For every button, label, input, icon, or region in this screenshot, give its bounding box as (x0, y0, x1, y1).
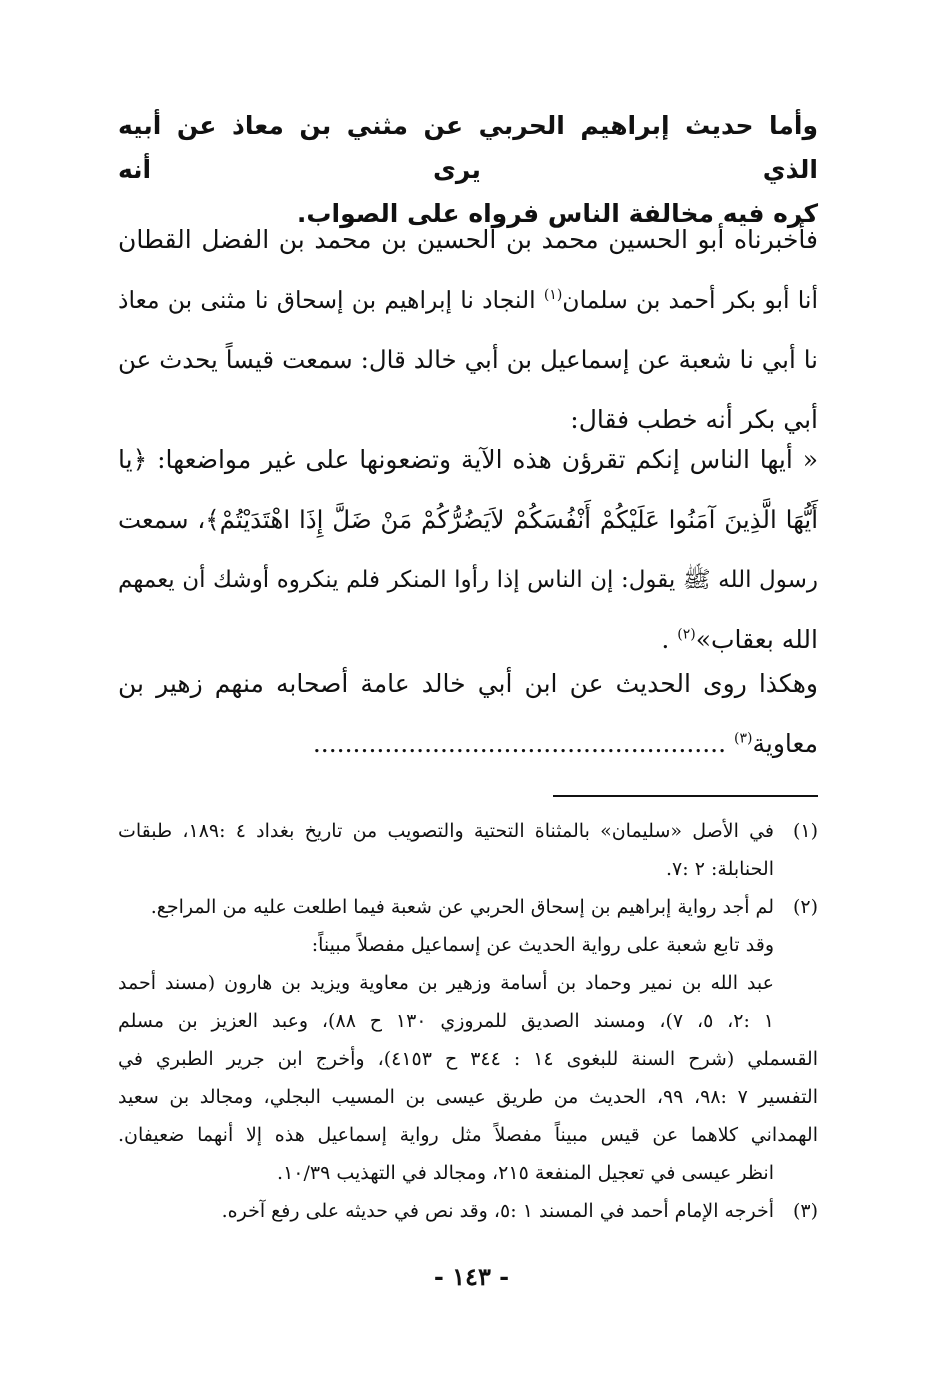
page-number: - ١٤٣ - (433, 1262, 510, 1291)
footnote-number: (١) (792, 820, 818, 842)
text-segment: . (661, 625, 678, 654)
footnote-line: في الأصل «سليمان» بالمثناة التحتية والتصويب من تاريخ بغداد ٤ :١٨٩، طبقات (118, 820, 774, 842)
footnote-2 (118, 888, 818, 1192)
ellipsis-dots: .................................................... (312, 729, 735, 758)
text-segment: النجاد نا إبراهيم بن إسحاق نا مثنى بن معاذ (118, 286, 544, 314)
footnote-line: لم أجد رواية إبراهيم بن إسحاق الحربي عن شعبة فيما اطلعت عليه من المراجع. (150, 896, 774, 918)
footnote-line: الحنابلة: ٢ :٧. (666, 858, 774, 880)
text-line: فأخبرناه أبو الحسين محمد بن الحسين بن محمد بن الفضل القطان (118, 225, 818, 254)
text-line (118, 714, 818, 774)
heading-line: كره فيه مخالفة الناس فرواه على الصواب. (296, 199, 818, 228)
footnote-line: أخرجه الإمام أحمد في المسند ١ :٥، وقد نص في حديثه على رفع آخره. (221, 1200, 774, 1222)
footnote-line: وقد تابع شعبة على رواية الحديث عن إسماعيل مفصلاً مبيناً: (311, 934, 774, 956)
text-segment: أنا أبو بكر أحمد بن سلمان (562, 286, 818, 314)
paragraph-isnad (118, 210, 818, 450)
footnote-number: (٣) (792, 1200, 818, 1222)
text-segment: الله بعقاب» (695, 625, 818, 654)
footnote-line: انظر عيسى في تعجيل المنفعة ٢١٥، ومجالد في التهذيب ١٠/٣٩. (277, 1162, 774, 1184)
text-segment: معاوية (752, 729, 818, 758)
text-line: نا أبي نا شعبة عن إسماعيل بن أبي خالد قال: سمعت قيساً يحدث عن (118, 345, 818, 374)
footnote-body (118, 812, 774, 888)
paragraph-hadith (118, 430, 818, 670)
footnote-ref: (١) (543, 287, 563, 304)
footnote-line: ١ :٢، ٥، ٧)، ومسند الصديق للمروزي ١٣٠ ح ٨٨)، وعبد العزيز بن مسلم (118, 1010, 774, 1032)
text-line: وهكذا روى الحديث عن ابن أبي خالد عامة أصحابه منهم زهير بن (118, 669, 818, 698)
footnote-line: عبد الله بن نمير وحماد بن أسامة وزهير بن معاوية ويزيد بن هارون (مسند أحمد (118, 972, 774, 994)
text-line: رسول الله ﷺ يقول: إن الناس إذا رأوا المنكر فلم ينكروه أوشك أن يعمهم (118, 567, 818, 593)
heading-line: وأما حديث إبراهيم الحربي عن مثني بن معاذ عن أبيه الذي يرى أنه (118, 111, 818, 184)
footnote-ref: (٣) (734, 730, 753, 747)
footnote-ref: (٢) (677, 626, 696, 643)
footnote-1 (118, 812, 818, 888)
footnote-number: (٢) (792, 896, 818, 918)
footnotes (118, 812, 818, 1230)
quran-verse-line: أَيُّهَا الَّذِينَ آمَنُوا عَلَيْكُمْ أَنْفُسَكُمْ لاَيَضُرُّكُمْ مَنْ ضَلَّ إِذَا اهْتَدَيْتُمْ﴾، سمعت (118, 505, 818, 534)
footnote-3 (118, 1192, 818, 1230)
text-line: أبي بكر أنه خطب فقال: (570, 405, 818, 434)
footnote-divider (553, 795, 818, 797)
footnote-line: الهمداني كلاهما عن قيس مبيناً مفصلاً مثل رواية إسماعيل هذه إلا أنهما ضعيفان. (118, 1124, 818, 1146)
paragraph-narration (118, 654, 818, 774)
footnote-line: التفسير ٧ :٩٨، ٩٩، الحديث من طريق عيسى بن المسيب البجلي، ومجالد بن سعيد (118, 1086, 818, 1108)
footnote-body (118, 888, 818, 1192)
text-line: « أيها الناس إنكم تقرؤن هذه الآية وتضعونها على غير مواضعها: ﴿يا (118, 445, 818, 474)
footnote-body (118, 1192, 774, 1230)
footnote-line: القسملي (شرح السنة للبغوى ١٤ : ٣٤٤ ح ٤١٥٣)، وأخرج ابن جرير الطبري في (118, 1048, 818, 1070)
text-line (118, 270, 818, 330)
